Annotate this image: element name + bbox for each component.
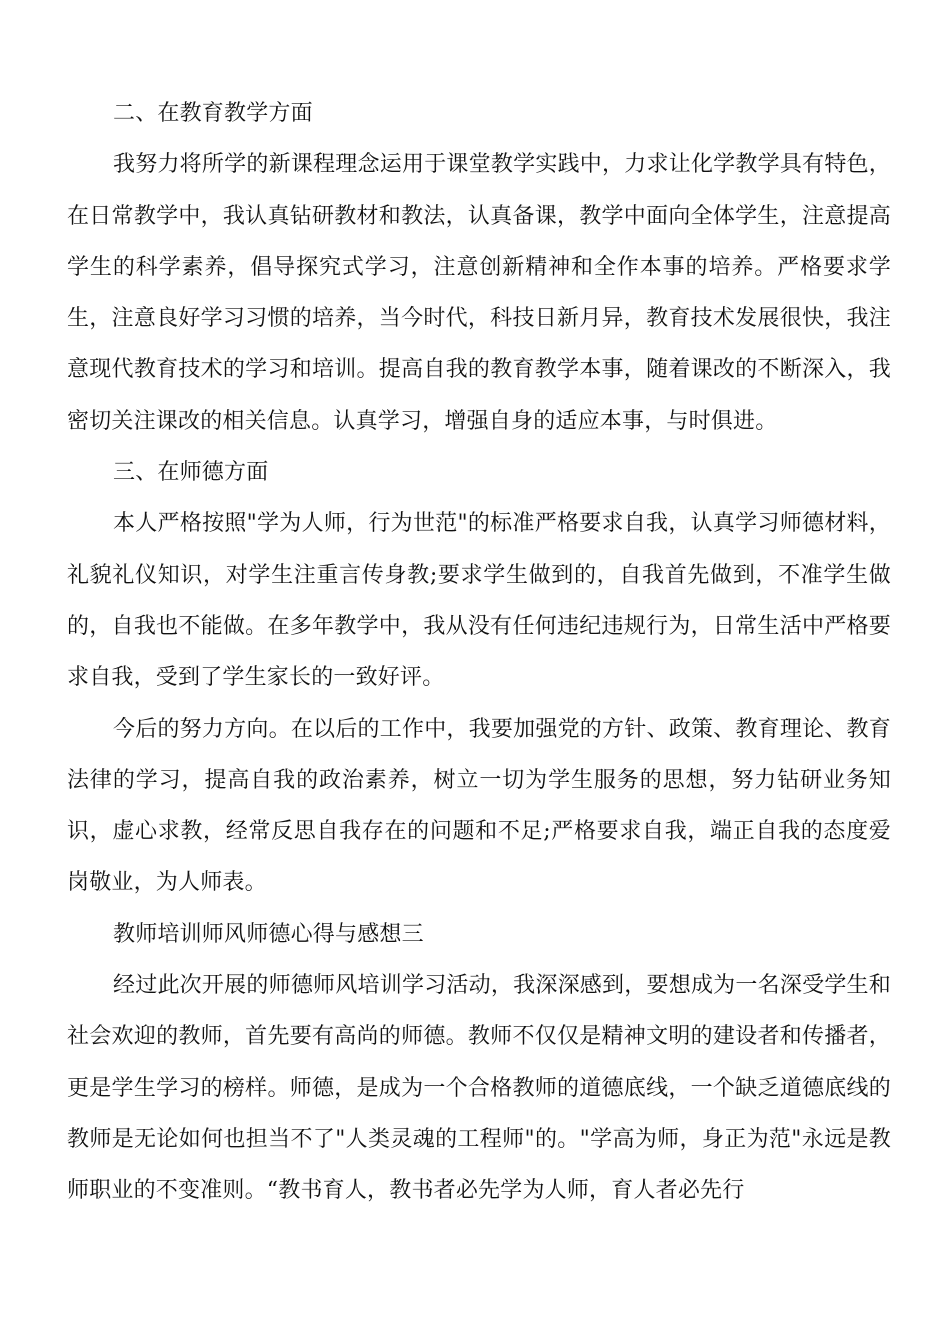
document-body [67,88,891,1217]
paragraph-direction: 今后的努力方向。在以后的工作中，我要加强党的方针、政策、教育理论、教育法律的学习，提高自我的政治素养，树立一切为学生服务的思想，努力钻研业务知识，虚心求教，经常反思自我存在的问题和不足;严格要求自我，端正自我的态度爱岗敬业，为人师表。 [67,716,891,896]
paragraph-teaching: 我努力将所学的新课程理念运用于课堂教学实践中，力求让化学教学具有特色，在日常教学中，我认真钻研教材和教法，认真备课，教学中面向全体学生，注意提高学生的科学素养，倡导探究式学习，注意创新精神和全作本事的培养。严格要求学生，注意良好学习习惯的培养，当今时代，科技日新月异，教育技术发展很快，我注意现代教育技术的学习和培训。提高自我的教育教学本事，随着课改的不断深入，我密切关注课改的相关信息。认真学习，增强自身的适应本事，与时俱进。 [67,152,891,434]
paragraph-third: 经过此次开展的师德师风培训学习活动，我深深感到，要想成为一名深受学生和社会欢迎的教师，首先要有高尚的师德。教师不仅仅是精神文明的建设者和传播者，更是学生学习的榜样。师德，是成为一个合格教师的道德底线，一个缺乏道德底线的教师是无论如何也担当不了"人类灵魂的工程师"的。"学高为师，身正为范"永远是教师职业的不变准则。“教书育人，教书者必先学为人师，育人者必先行 [67,973,891,1204]
section-heading-teaching: 二、在教育教学方面 [113,101,313,126]
paragraph-ethics: 本人严格按照"学为人师，行为世范"的标准严格要求自我，认真学习师德材料，礼貌礼仪知识，对学生注重言传身教;要求学生做到的，自我首先做到，不准学生做的，自我也不能做。在多年教学中，我从没有任何违纪违规行为，日常生活中严格要求自我，受到了学生家长的一致好评。 [67,511,891,691]
section-heading-third: 教师培训师风师德心得与感想三 [113,921,424,947]
section-heading-ethics: 三、在师德方面 [113,460,269,486]
